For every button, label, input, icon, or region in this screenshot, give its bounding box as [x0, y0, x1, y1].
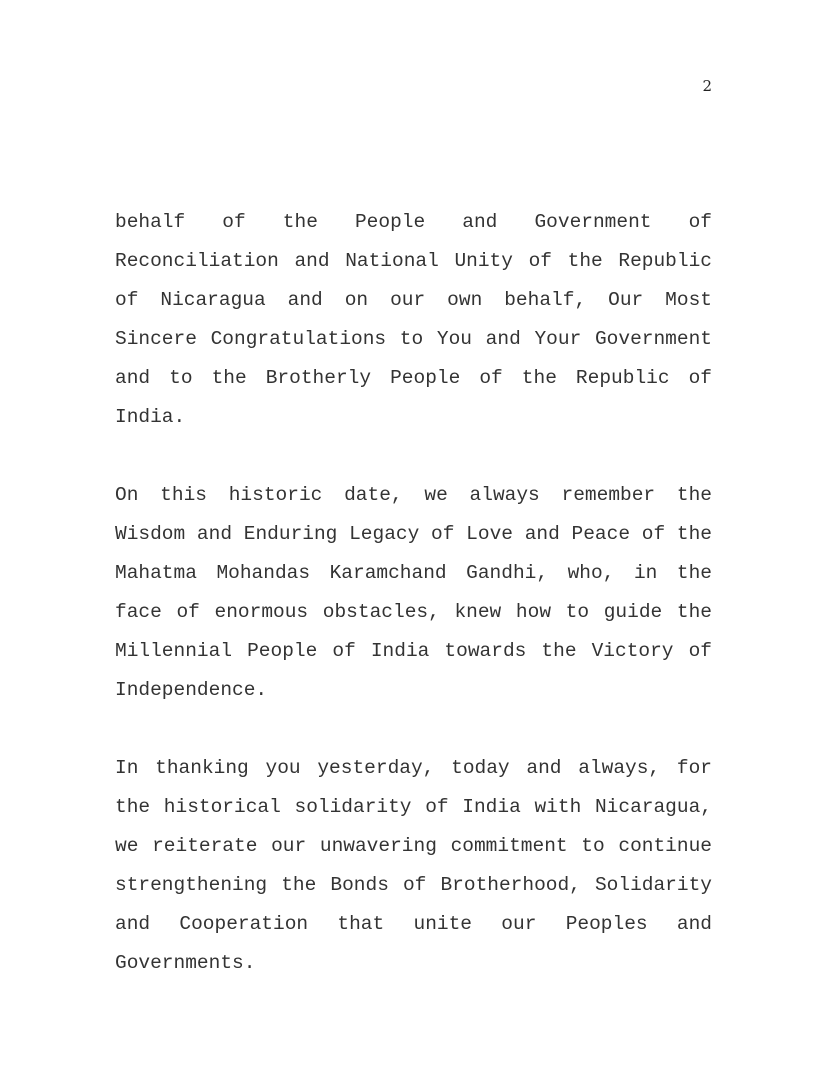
paragraph-gandhi-legacy: On this historic date, we always remember the Wisdom and Enduring Legacy of Love and Peace of the Mahatma Mohandas Karamchand Gandhi, who, in the face of enormous obstacles, knew how to guide the Millennial People of India towards the Victory of Independence.: [115, 484, 712, 701]
paragraph-congratulations: behalf of the People and Government of Reconciliation and National Unity of the Republic of Nicaragua and on our own behalf, Our Most Sincere Congratulations to You and Your Government and to the Brotherly People of the Republic of India.: [115, 211, 712, 428]
letter-body: [115, 203, 712, 983]
paragraph-solidarity: In thanking you yesterday, today and always, for the historical solidarity of India with Nicaragua, we reiterate our unwavering commitment to continue strengthening the Bonds of Brotherhood, Solidarity and Cooperation that unite our Peoples and Governments.: [115, 757, 712, 974]
page-number: 2: [702, 77, 712, 95]
